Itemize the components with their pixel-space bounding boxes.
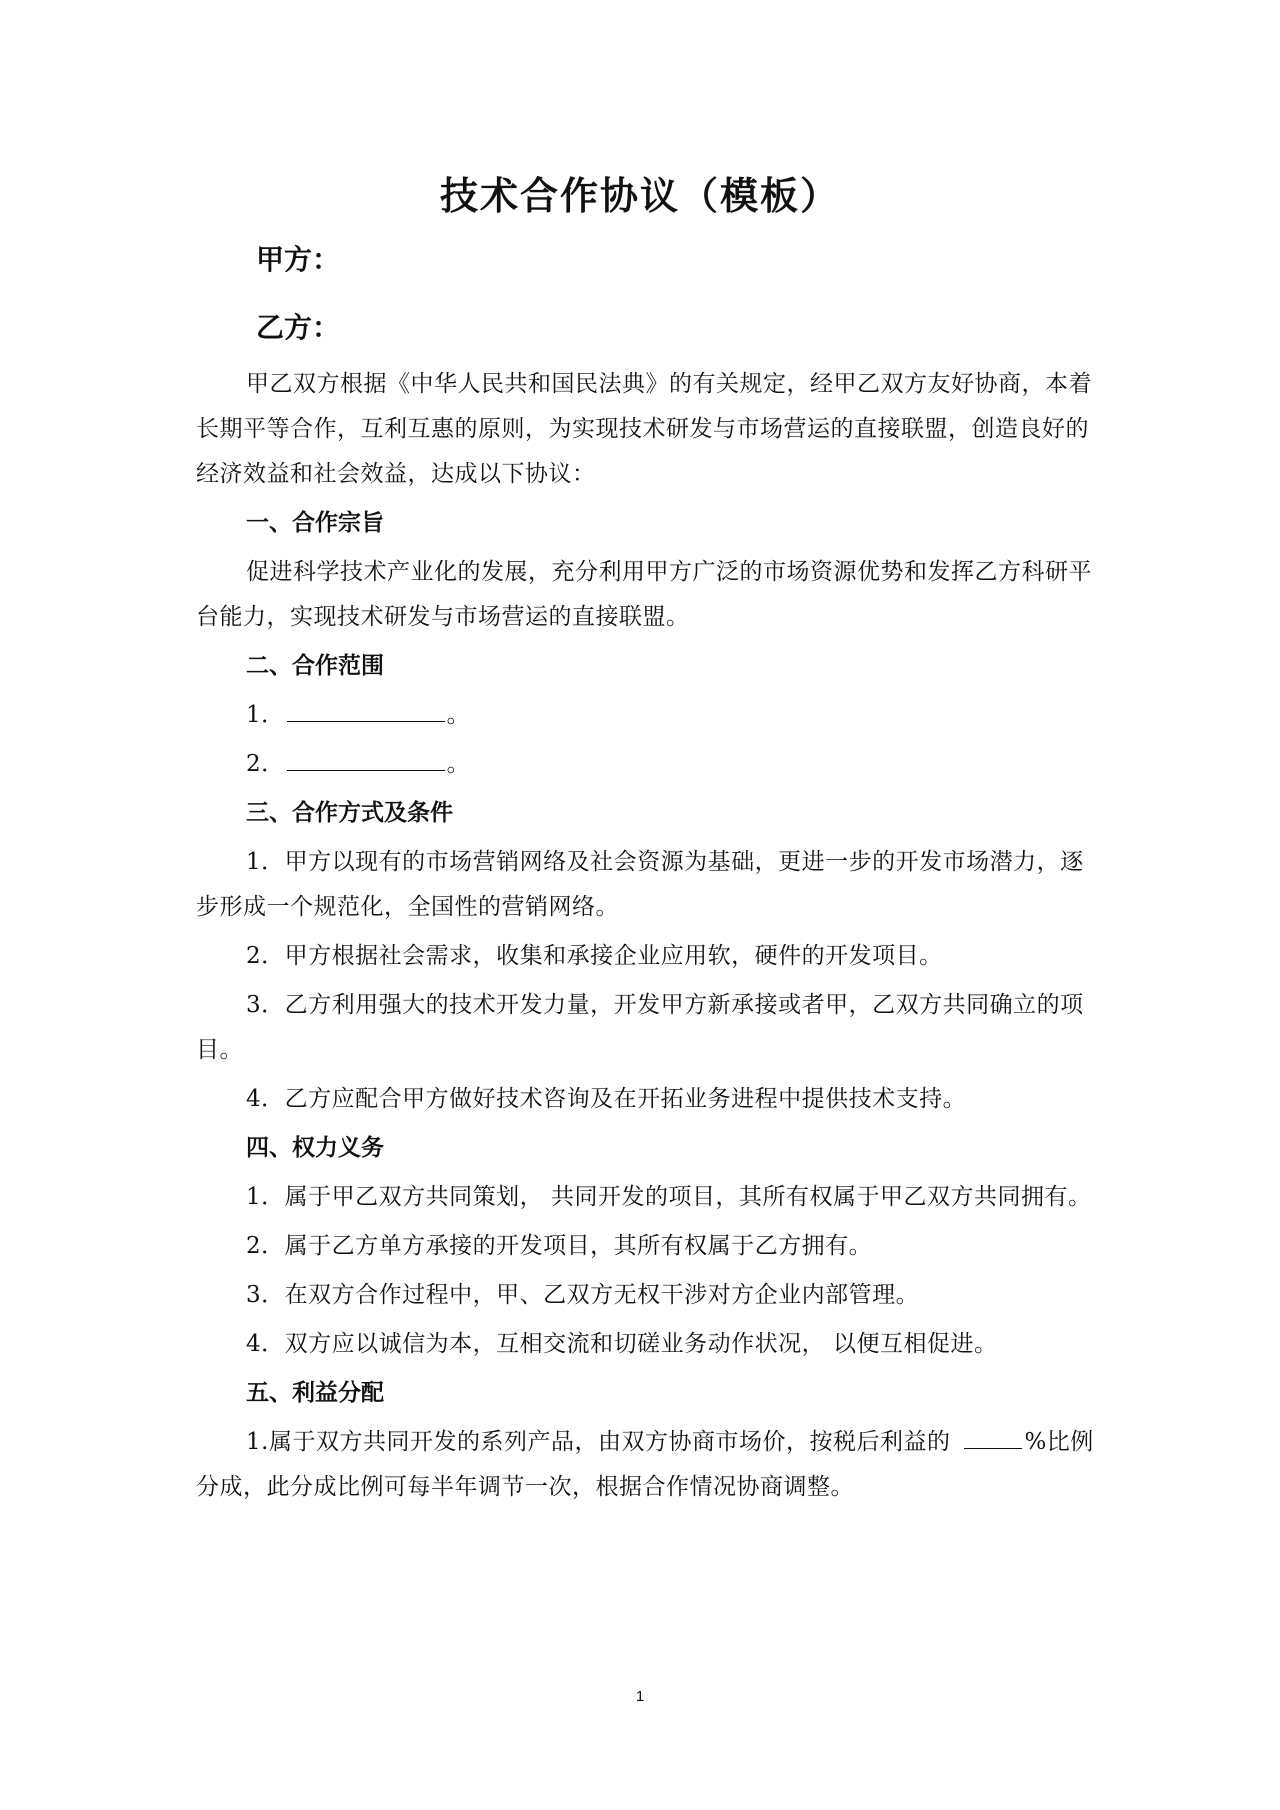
rights-item-4: 4．双方应以诚信为本，互相交流和切磋业务动作状况， 以便互相促进。 xyxy=(246,1331,998,1357)
method-item-1: 1．甲方以现有的市场营销网络及社会资源为基础，更进一步的开发市场潜力，逐步形成一个规范化，全国性的营销网络。 xyxy=(196,849,1084,920)
intro-paragraph: 甲乙双方根据《中华人民共和国民法典》的有关规定，经甲乙双方友好协商，本着长期平等合作，互利互惠的原则，为实现技术研发与市场营运的直接联盟，创造良好的经济效益和社会效益，达成以下协议： xyxy=(196,371,1092,487)
rights-item-3: 3．在双方合作过程中，甲、乙双方无权干涉对方企业内部管理。 xyxy=(246,1282,920,1308)
section-heading-rights: 四、权力义务 xyxy=(246,1135,384,1161)
section-purpose-paragraph: 促进科学技术产业化的发展，充分利用甲方广泛的市场资源优势和发挥乙方科研平台能力，实现技术研发与市场营运的直接联盟。 xyxy=(196,559,1092,630)
scope-item-2 xyxy=(196,742,1096,787)
party-a-label: 甲方： xyxy=(256,243,341,276)
fill-in-blank[interactable] xyxy=(287,695,445,722)
section-heading-profit: 五、利益分配 xyxy=(246,1380,384,1406)
section-heading-purpose: 一、合作宗旨 xyxy=(246,510,384,536)
document-body xyxy=(196,362,1096,1514)
page-number: 1 xyxy=(635,1688,645,1705)
fill-in-blank[interactable] xyxy=(287,744,445,771)
method-item-3: 3．乙方利用强大的技术开发力量，开发甲方新承接或者甲，乙双方共同确立的项目。 xyxy=(196,992,1084,1063)
scope-item-end: 。 xyxy=(446,702,471,728)
profit-item-text-before: 1.属于双方共同开发的系列产品，由双方协商市场价，按税后利益的 xyxy=(246,1429,951,1455)
profit-item-text-after: %比例分成，此分成比例可每半年调节一次，根据合作情况协商调整。 xyxy=(196,1429,1094,1500)
percent-blank[interactable] xyxy=(964,1424,1022,1449)
method-item-2: 2．甲方根据社会需求，收集和承接企业应用软，硬件的开发项目。 xyxy=(246,943,943,969)
scope-item-number: 2． xyxy=(246,751,285,777)
method-item-4: 4．乙方应配合甲方做好技术咨询及在开拓业务进程中提供技术支持。 xyxy=(246,1086,967,1112)
profit-item-1 xyxy=(196,1420,1096,1510)
scope-item-end: 。 xyxy=(446,751,471,777)
rights-item-2: 2．属于乙方单方承接的开发项目，其所有权属于乙方拥有。 xyxy=(246,1233,873,1259)
party-b-label: 乙方： xyxy=(256,311,341,344)
scope-item-number: 1． xyxy=(246,702,285,728)
document-title: 技术合作协议（模板） xyxy=(439,174,840,218)
section-heading-scope: 二、合作范围 xyxy=(246,653,384,679)
rights-item-1: 1．属于甲乙双方共同策划， 共同开发的项目，其所有权属于甲乙双方共同拥有。 xyxy=(246,1184,1092,1210)
scope-item-1 xyxy=(196,693,1096,738)
section-heading-method: 三、合作方式及条件 xyxy=(246,800,453,826)
